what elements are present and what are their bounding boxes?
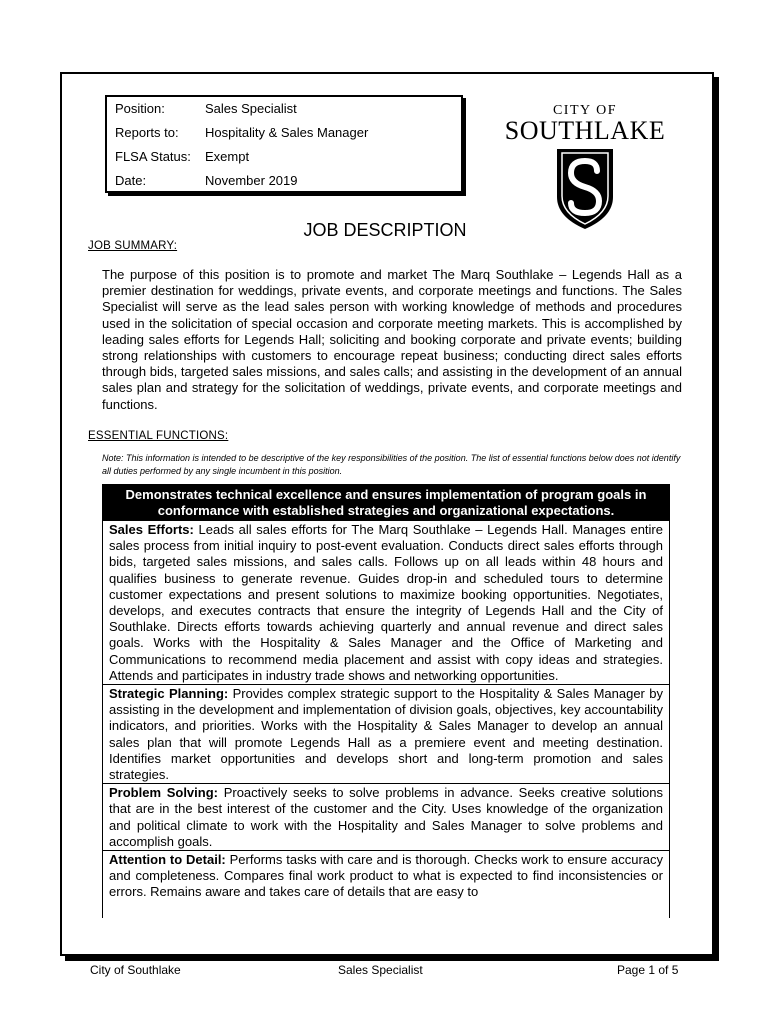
row-text: Provides complex strategic support to the Hospitality & Sales Manager by assisting in the development and implementation of division goals, objectives, key accountability indicators, and priorities. Works with the Hospitality & Sales Manager to develop an annual sales plan that will promote Legends Hall as a premiere event and meeting destination. Identifies market opportunities and develops short and long-term promotion and sales strategies. [109, 686, 663, 783]
row-title: Strategic Planning: [109, 686, 229, 702]
essential-functions-table [102, 484, 670, 918]
table-row-problem-solving [103, 783, 669, 850]
job-summary-heading: JOB SUMMARY: [88, 240, 178, 252]
shield-icon [553, 147, 617, 231]
position-row [115, 100, 297, 118]
footer-left: City of Southlake [90, 963, 181, 977]
date-label: Date: [115, 173, 147, 188]
row-title: Attention to Detail: [109, 852, 226, 868]
reports-to-value: Hospitality & Sales Manager [205, 125, 369, 140]
flsa-status-label: FLSA Status: [115, 149, 191, 164]
row-title: Sales Efforts: [109, 522, 194, 537]
position-value: Sales Specialist [205, 101, 297, 116]
flsa-status-value: Exempt [205, 149, 250, 164]
logo-city-text: CITY OF [552, 103, 618, 118]
essential-functions-heading: ESSENTIAL FUNCTIONS: [88, 430, 229, 442]
page-title: JOB DESCRIPTION [303, 220, 467, 240]
footer-center: Sales Specialist [338, 963, 423, 977]
table-row-strategic-planning [103, 684, 669, 783]
position-info-box [105, 95, 463, 193]
table-row-sales-efforts [103, 520, 669, 684]
table-header: Demonstrates technical excellence and ensures implementation of program goals in conformance with established strategies and organizational expectations. [103, 485, 669, 520]
reports-to-label: Reports to: [115, 125, 179, 140]
essential-functions-note: Note: This information is intended to be descriptive of the key responsibilities of the position. The list of essential functions below does not identify all duties performed by any single incumbent in this position. [102, 453, 681, 476]
row-text: Proactively seeks to solve problems in advance. Seeks creative solutions that are in the best interest of the customer and the City. Uses knowledge of the organization and political climate to work with the Hospitality and Sales Manager to solve problems and accomplish goals. [109, 785, 663, 849]
date-value: November 2019 [205, 173, 298, 188]
flsa-status-row [115, 148, 249, 166]
job-summary-text: The purpose of this position is to promote and market The Marq Southlake – Legends Hall as a premier destination for weddings, private events, and corporate meetings and functions. The Sales Specialist will serve as the lead sales person with working knowledge of methods and procedures used in the solicitation of special occasion and corporate meeting markets. This is accomplished by leading sales efforts for Legends Hall; soliciting and booking corporate and private events; building strong relationships with customers to encourage repeat business; conducting direct sales efforts through bids, targeted sales missions, and sales calls; and assisting in the development of an annual sales plan and strategy for the solicitation of weddings, private events, and corporate meetings and functions. [102, 267, 682, 412]
position-label: Position: [115, 101, 165, 116]
city-logo [490, 100, 680, 235]
date-row [115, 172, 298, 190]
row-text: Performs tasks with care and is thorough. Checks work to ensure accuracy and completeness. Compares final work product to what is expected to find inconsistencies or errors. Remains aware and takes care of details that are easy to [109, 852, 664, 900]
reports-to-row [115, 124, 368, 142]
table-row-attention-to-detail [103, 850, 669, 901]
logo-name-text: SOUTHLAKE [504, 116, 666, 145]
footer-page-number: Page 1 of 5 [617, 963, 679, 977]
row-title: Problem Solving: [109, 785, 218, 801]
row-text: Leads all sales efforts for The Marq Southlake – Legends Hall. Manages entire sales process from initial inquiry to post-event evaluation. Conducts direct sales efforts through bids, targeted sales missions, and sales calls. Follows up on all leads within 48 hours and qualifies business to generate revenue. Guides drop-in and scheduled tours to determine customer expectations and present solutions to maximize booking opportunities. Negotiates, develops, and executes contracts that ensure the integrity of Legends Hall and the City of Southlake. Directs efforts towards achieving quarterly and annual revenue and direct sales goals. Works with the Hospitality & Sales Manager and the Office of Marketing and Communications to recommend media placement and assist with copy ideas and strategies. Attends and participates in industry trade shows and networking opportunities. [109, 522, 663, 683]
